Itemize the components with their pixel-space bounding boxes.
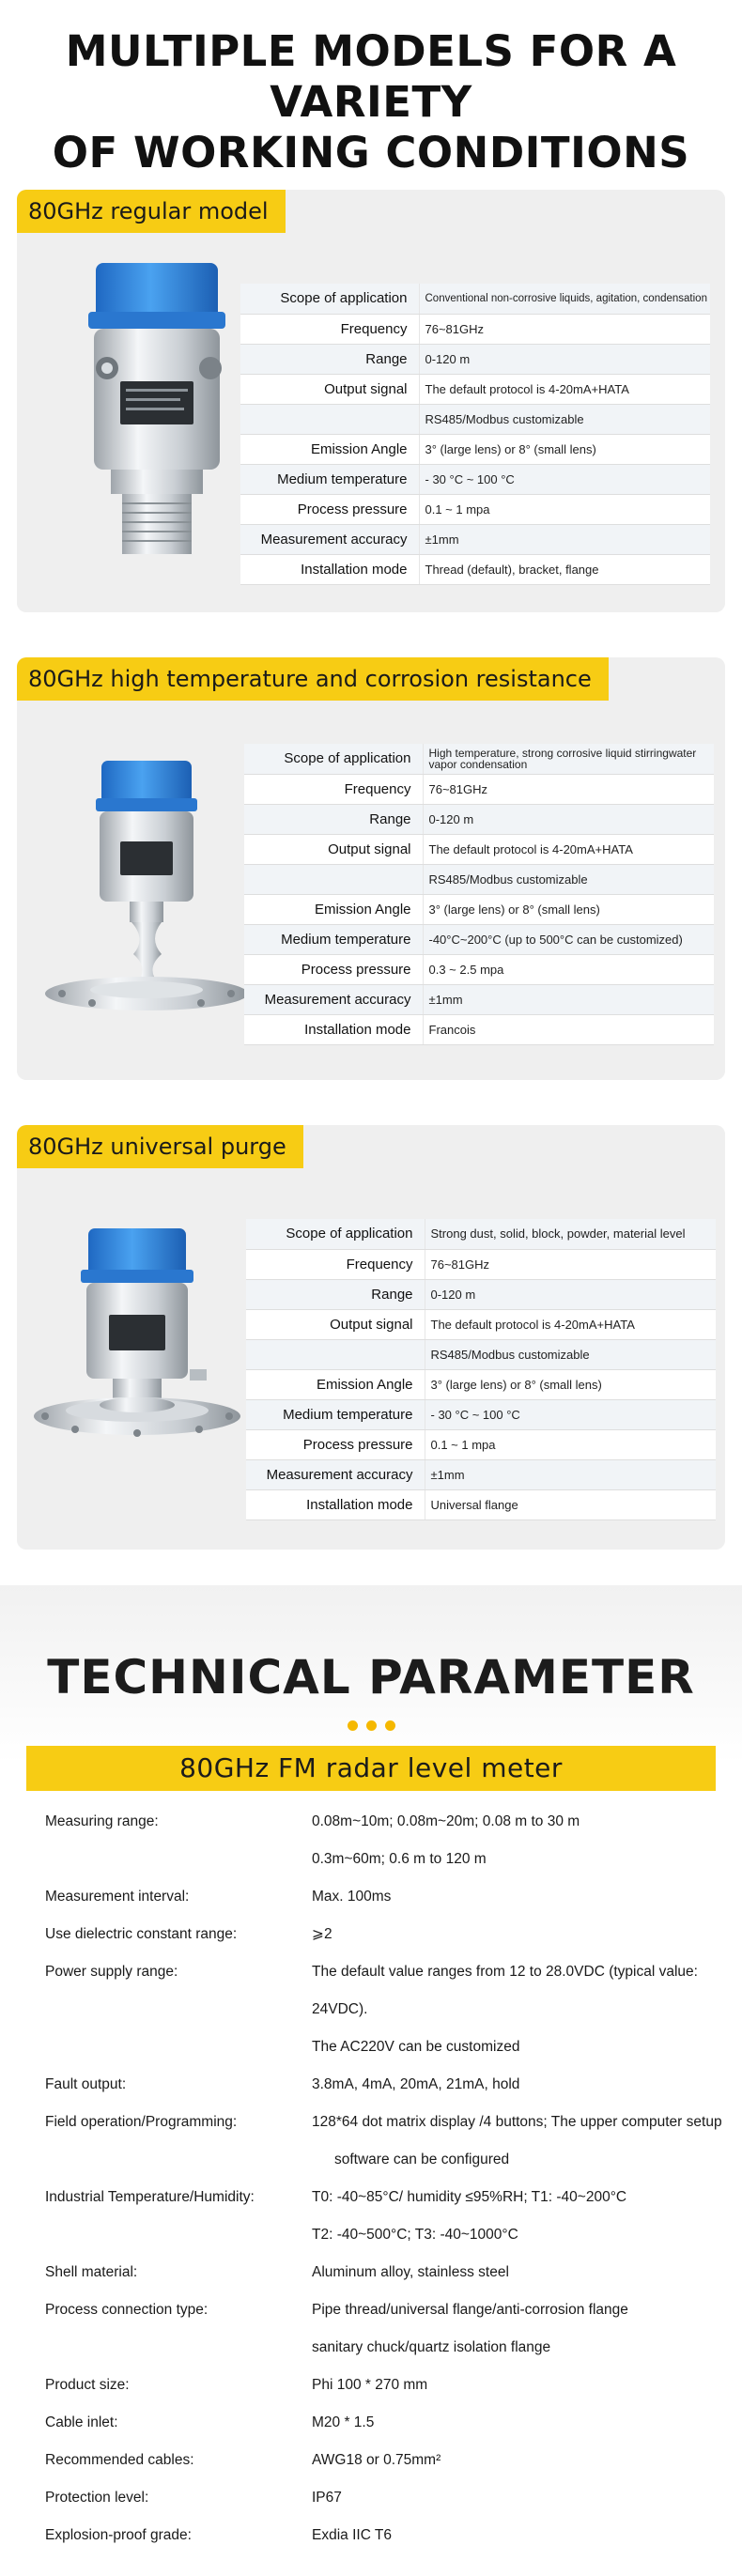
param-key: Measuring range: [45, 1813, 159, 1829]
spec-value: ±1mm [419, 524, 710, 554]
spec-row [246, 1309, 716, 1339]
spec-row [244, 774, 714, 804]
param-key: Use dielectric constant range: [45, 1926, 238, 1942]
spec-key: Scope of application [244, 744, 423, 774]
spec-value: The default protocol is 4-20mA+HATA [425, 1309, 716, 1339]
param-row [45, 2517, 731, 2554]
tech-product-bar: 80GHz FM radar level meter [26, 1746, 716, 1791]
param-key: Industrial Temperature/Humidity: [45, 2189, 255, 2205]
spec-row [244, 954, 714, 984]
param-values [312, 2104, 731, 2179]
param-values [312, 2254, 731, 2291]
spec-value: 0-120 m [419, 344, 710, 374]
spec-key: Process pressure [244, 954, 423, 984]
spec-key: Frequency [246, 1249, 425, 1279]
spec-row [246, 1279, 716, 1309]
param-value: Pipe thread/universal flange/anti-corrosion flange [312, 2302, 628, 2318]
hero-title-line1: MULTIPLE MODELS FOR A VARIETY [65, 26, 677, 127]
spec-key: Installation mode [244, 1014, 423, 1044]
param-key: Power supply range: [45, 1964, 178, 1980]
spec-table [240, 284, 710, 585]
spec-row [246, 1369, 716, 1399]
spec-row [246, 1339, 716, 1369]
param-values [312, 2291, 731, 2367]
param-value: Exdia IIC T6 [312, 2527, 393, 2543]
param-value: T0: -40~85°C/ humidity ≤95%RH; T1: -40~200°C [312, 2189, 627, 2205]
spec-row [240, 344, 710, 374]
param-key: Cable inlet: [45, 2414, 118, 2430]
spec-key: Medium temperature [244, 924, 423, 954]
spec-value: 76~81GHz [423, 774, 714, 804]
spec-key [240, 404, 419, 434]
spec-row [246, 1429, 716, 1459]
dot-icon [385, 1720, 395, 1731]
model-tag: 80GHz regular model [17, 190, 286, 233]
spec-key: Medium temperature [246, 1399, 425, 1429]
spec-row [246, 1399, 716, 1429]
spec-value: Thread (default), bracket, flange [419, 554, 710, 584]
model-card-regular [17, 190, 725, 612]
dot-icon [348, 1720, 358, 1731]
spec-key: Installation mode [246, 1489, 425, 1519]
high-temperature-radar-device-image [36, 761, 252, 1014]
spec-row [244, 864, 714, 894]
param-value: IP67 [312, 2490, 342, 2506]
spec-value: The default protocol is 4-20mA+HATA [419, 374, 710, 404]
spec-key: Output signal [246, 1309, 425, 1339]
technical-parameter-section [0, 1585, 742, 2576]
param-values [312, 1953, 731, 2066]
hero-title [0, 0, 742, 178]
spec-value: 0-120 m [425, 1279, 716, 1309]
spec-row [240, 464, 710, 494]
spec-value: 3° (large lens) or 8° (small lens) [419, 434, 710, 464]
tech-title: TECHNICAL PARAMETER [47, 1650, 695, 1704]
spec-value: High temperature, strong corrosive liquid stirringwater vapor condensation [423, 744, 714, 774]
spec-value: Francois [423, 1014, 714, 1044]
spec-row [240, 434, 710, 464]
param-key: Protection level: [45, 2490, 149, 2506]
spec-value: RS485/Modbus customizable [423, 864, 714, 894]
hero-header [0, 0, 742, 188]
spec-row [246, 1249, 716, 1279]
spec-key: Medium temperature [240, 464, 419, 494]
spec-value: 0.1 ~ 1 mpa [419, 494, 710, 524]
param-value: The default value ranges from 12 to 28.0VDC (typical value: 24VDC). [312, 1964, 698, 2017]
param-values [312, 1916, 731, 1953]
param-value: 0.3m~60m; 0.6 m to 120 m [312, 1851, 487, 1867]
spec-row [244, 744, 714, 774]
regular-radar-device-image [70, 263, 244, 573]
spec-key: Output signal [240, 374, 419, 404]
spec-row [244, 834, 714, 864]
spec-row [240, 524, 710, 554]
spec-row [244, 894, 714, 924]
param-row [45, 2367, 731, 2404]
param-row [45, 2179, 731, 2254]
spec-value: - 30 °C ~ 100 °C [419, 464, 710, 494]
param-key: Process connection type: [45, 2302, 209, 2318]
spec-key: Measurement accuracy [246, 1459, 425, 1489]
param-values [312, 2367, 731, 2404]
spec-value: 0.1 ~ 1 mpa [425, 1429, 716, 1459]
spec-value: ±1mm [423, 984, 714, 1014]
spec-row [244, 804, 714, 834]
spec-key: Scope of application [246, 1219, 425, 1249]
spec-key: Process pressure [240, 494, 419, 524]
param-value: ⩾2 [312, 1926, 332, 1942]
param-row [45, 1803, 731, 1878]
spec-key: Scope of application [240, 284, 419, 314]
spec-value: 0.3 ~ 2.5 mpa [423, 954, 714, 984]
spec-value: Universal flange [425, 1489, 716, 1519]
spec-row [244, 1014, 714, 1044]
param-values [312, 2066, 731, 2104]
spec-row [240, 314, 710, 344]
param-value: Max. 100ms [312, 1889, 392, 1905]
param-key: Fault output: [45, 2076, 127, 2092]
model-tag: 80GHz universal purge [17, 1125, 303, 1168]
spec-key: Frequency [240, 314, 419, 344]
spec-table [244, 744, 714, 1045]
spec-value: Conventional non-corrosive liquids, agitation, condensation [419, 284, 710, 314]
spec-key: Measurement accuracy [240, 524, 419, 554]
spec-row [246, 1459, 716, 1489]
spec-row [246, 1489, 716, 1519]
spec-key: Emission Angle [244, 894, 423, 924]
param-value: AWG18 or 0.75mm² [312, 2452, 441, 2468]
model-card-high-temperature [17, 657, 725, 1080]
param-value: software can be configured [334, 2152, 510, 2167]
spec-key [244, 864, 423, 894]
spec-value: ±1mm [425, 1459, 716, 1489]
spec-value: RS485/Modbus customizable [419, 404, 710, 434]
dot-icon [366, 1720, 377, 1731]
spec-key: Emission Angle [240, 434, 419, 464]
spec-key: Installation mode [240, 554, 419, 584]
spec-row [240, 494, 710, 524]
param-value: The AC220V can be customized [312, 2039, 520, 2055]
model-card-universal-purge [17, 1125, 725, 1550]
param-key: Explosion-proof grade: [45, 2527, 192, 2543]
decor-dots [0, 1720, 742, 1731]
spec-value: 3° (large lens) or 8° (small lens) [423, 894, 714, 924]
param-values [312, 2404, 731, 2442]
spec-value: Strong dust, solid, block, powder, material level [425, 1219, 716, 1249]
spec-row [240, 554, 710, 584]
param-value: 128*64 dot matrix display /4 buttons; The upper computer setup [312, 2114, 722, 2130]
spec-value: 76~81GHz [425, 1249, 716, 1279]
spec-key: Frequency [244, 774, 423, 804]
param-row [45, 2442, 731, 2479]
spec-value: -40°C~200°C (up to 500°C can be customized) [423, 924, 714, 954]
param-key: Shell material: [45, 2264, 138, 2280]
param-row [45, 2254, 731, 2291]
param-values [312, 2479, 731, 2517]
spec-key: Range [244, 804, 423, 834]
param-value: Phi 100 * 270 mm [312, 2377, 428, 2393]
param-key: Product size: [45, 2377, 130, 2393]
hero-title-line2: OF WORKING CONDITIONS [52, 128, 690, 177]
param-key: Measurement interval: [45, 1889, 190, 1905]
param-row [45, 1878, 731, 1916]
param-row [45, 1916, 731, 1953]
spec-value: 76~81GHz [419, 314, 710, 344]
param-value: sanitary chuck/quartz isolation flange [312, 2339, 551, 2355]
universal-purge-radar-device-image [24, 1228, 250, 1454]
param-row [45, 2104, 731, 2179]
param-values [312, 2179, 731, 2254]
param-key: Field operation/Programming: [45, 2114, 238, 2130]
spec-value: 3° (large lens) or 8° (small lens) [425, 1369, 716, 1399]
spec-value: - 30 °C ~ 100 °C [425, 1399, 716, 1429]
spec-value: 0-120 m [423, 804, 714, 834]
param-value: M20 * 1.5 [312, 2414, 375, 2430]
param-values [312, 1803, 731, 1878]
param-value: T2: -40~500°C; T3: -40~1000°C [312, 2227, 518, 2243]
param-list [45, 1803, 731, 2554]
model-tag: 80GHz high temperature and corrosion resistance [17, 657, 609, 701]
spec-value: The default protocol is 4-20mA+HATA [423, 834, 714, 864]
spec-table [246, 1219, 716, 1520]
spec-key: Emission Angle [246, 1369, 425, 1399]
param-values [312, 2517, 731, 2554]
spec-row [240, 284, 710, 314]
param-row [45, 2291, 731, 2367]
param-row [45, 1953, 731, 2066]
param-value: 0.08m~10m; 0.08m~20m; 0.08 m to 30 m [312, 1813, 580, 1829]
spec-value: RS485/Modbus customizable [425, 1339, 716, 1369]
param-values [312, 1878, 731, 1916]
spec-row [240, 404, 710, 434]
spec-key: Process pressure [246, 1429, 425, 1459]
param-value: Aluminum alloy, stainless steel [312, 2264, 509, 2280]
spec-row [246, 1219, 716, 1249]
param-row [45, 2066, 731, 2104]
param-values [312, 2442, 731, 2479]
spec-key: Measurement accuracy [244, 984, 423, 1014]
spec-key: Range [246, 1279, 425, 1309]
param-value: 3.8mA, 4mA, 20mA, 21mA, hold [312, 2076, 520, 2092]
param-row [45, 2479, 731, 2517]
spec-key: Range [240, 344, 419, 374]
param-key: Recommended cables: [45, 2452, 194, 2468]
spec-key: Output signal [244, 834, 423, 864]
spec-row [240, 374, 710, 404]
spec-key [246, 1339, 425, 1369]
spec-row [244, 984, 714, 1014]
param-row [45, 2404, 731, 2442]
spec-row [244, 924, 714, 954]
